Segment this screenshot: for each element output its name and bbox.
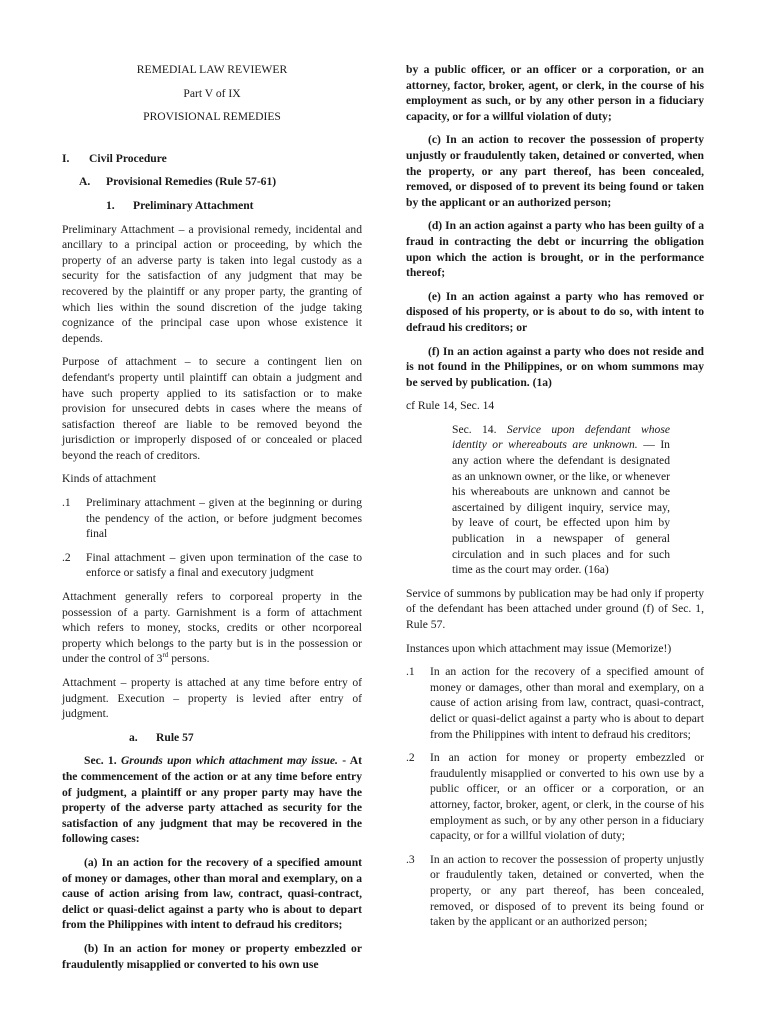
ground-d-paragraph: (d) In an action against a party who has been guilty of a fraud in contracting the debt or incurring the obligation upon which the action is brought, or in the performance thereof; [406,219,704,280]
list-item-number: .2 [406,751,415,765]
cross-reference: cf Rule 14, Sec. 14 [406,399,495,413]
outline-level-2 [62,174,362,190]
outline-level-1-number: I. [62,151,70,165]
doc-title: REMEDIAL LAW REVIEWER [136,63,288,76]
list-item-text: In an action for money or property embezzled or fraudulently misapplied or converted to his own use by a public officer, or an officer or a corporation, or an attorney, factor, broker, agent, or clerk, in the course of his employment as such, or by any other person in a fiduciary capacity, or for a willful violation of duty; [430,751,704,843]
list-item-number: .1 [406,665,415,679]
doc-subtitle: PROVISIONAL REMEDIES [143,110,281,124]
list-item-text: In an action for the recovery of a specified amount of money or damages, other than moral and exemplary, on a cause of action arising from law, contract, quasi-contract, delict or quasi-delict against a party who is about to depart from the Philippines with intent to defraud his creditors; [430,665,704,741]
outline-level-2-number: A. [79,175,91,189]
outline-level-4 [62,730,362,746]
list-item [62,495,362,542]
section-1-title: Grounds upon which attachment may issue. [120,754,338,768]
garnishment-text: Attachment generally refers to corporeal property in the possession of a party. Garnishment is a form of attachment which refers to money, stocks, credits or other ncorporeal property which belongs to the party but is in the possession or under the control of 3 [62,590,362,666]
definition-paragraph: Preliminary Attachment – a provisional remedy, incidental and ancillary to a principal action or proceeding, by which the property of an adverse party is taken into legal custody as a security for the satisfaction of any judgment that may be recovered by the plaintiff or any proper party, the granting of which lies within the sound discretion of the judge taking cognizance of the principal case upon whose existence it depends. [62,222,362,345]
attachment-vs-execution-paragraph: Attachment – property is attached at any time before entry of judgment. Execution – property is levied after entry of judgment. [62,676,362,721]
quoted-provision [452,422,670,578]
outline-level-2-label: Provisional Remedies (Rule 57-61) [106,175,277,189]
ordinal-suffix: rd [162,651,169,660]
section-1-number: Sec. 1. [84,754,117,768]
list-item [406,664,704,742]
garnishment-text-end: persons. [168,652,210,666]
ground-b-paragraph: (b) In an action for money or property embezzled or fraudulently misapplied or converted to his own use [62,941,362,971]
ground-e-paragraph: (e) In an action against a party who has removed or disposed of his property, or is about to do so, with intent to defraud his creditors; or [406,289,704,334]
service-paragraph: Service of summons by publication may be had only if property of the defendant has been attached under ground (f) of Sec. 1, Rule 57. [406,586,704,631]
section-1-paragraph [62,753,362,847]
ground-a-paragraph: (a) In an action for the recovery of a specified amount of money or damages, other than moral and exemplary, on a cause of action arising from law, contract, quasi-contract, delict or quasi-delict against a party who is about to depart from the Philippines with intent to defraud his creditors; [62,855,362,932]
left-column [62,62,362,980]
outline-level-3 [62,198,362,214]
ground-f-paragraph: (f) In an action against a party who does not reside and is not found in the Philippines, or on whom summons may be served by publication. (1a) [406,344,704,389]
outline-level-4-label: Rule 57 [156,730,194,744]
outline-level-3-label: Preliminary Attachment [133,198,254,212]
quote-section-body: — In any action where the defendant is designated as an unknown owner, or the like, or whenever his whereabouts are unknown and cannot be ascertained by diligent inquiry, service may, by leave of court, be effected upon him by publication in a newspaper of general circulation and in such places and for such time as the court may order. (16a) [452,438,670,577]
outline-level-3-number: 1. [106,198,115,212]
instances-label: Instances upon which attachment may issue (Memorize!) [406,641,672,655]
kinds-label: Kinds of attachment [62,472,157,486]
list-item-number: .1 [62,496,71,510]
list-item [406,750,704,844]
outline-level-1-label: Civil Procedure [89,151,167,165]
outline-level-1 [62,151,362,167]
outline-level-4-number: a. [129,730,138,744]
ground-b-continuation: by a public officer, or an officer or a corporation, or an attorney, factor, broker, agent, or clerk, in the course of his employment as such, or by any other person in a fiduciary capacity, or for a willful violation of duty; [406,63,704,123]
quote-section-title: Service upon defendant whose identity or whereabouts are unknown. [452,422,671,452]
list-item-text: Final attachment – given upon termination of the case to enforce or satisfy a final and executory judgment [86,550,362,580]
list-item-number: .3 [406,852,415,866]
right-column [406,62,704,938]
section-1-body: - At the commencement of the action or at any time before entry of judgment, a plaintiff or any proper party may have the property of the adverse party attached as security for the satisfaction of any judgment that may be recovered in the following cases: [62,754,362,846]
list-item-text: Preliminary attachment – given at the beginning or during the pendency of the action, or before judgment becomes final [86,496,362,541]
list-item [62,550,362,581]
garnishment-paragraph [62,589,362,667]
list-item-number: .2 [62,550,71,564]
purpose-paragraph: Purpose of attachment – to secure a contingent lien on defendant's property until plaintiff can obtain a judgment and have such property applied to its satisfaction or to make provision for unsecured debts in cases where the means of satisfaction thereof are liable to be removed beyond the jurisdiction or improperly disposed of or concealed or placed beyond the reach of creditors. [62,355,362,462]
doc-part: Part V of IX [183,86,241,100]
list-item-text: In an action to recover the possession of property unjustly or fraudulently taken, detained or converted, when the property, or any part thereof, has been concealed, removed, or disposed of to prevent its being found or taken by the applicant or an authorized person; [430,852,704,929]
list-item [406,852,704,930]
ground-c-paragraph: (c) In an action to recover the possession of property unjustly or fraudulently taken, detained or converted, when the property, or any part thereof, has been concealed, removed, or disposed of to prevent its being found or taken by the applicant or an authorized person; [406,133,704,209]
quote-section-number: Sec. 14. [452,422,497,436]
